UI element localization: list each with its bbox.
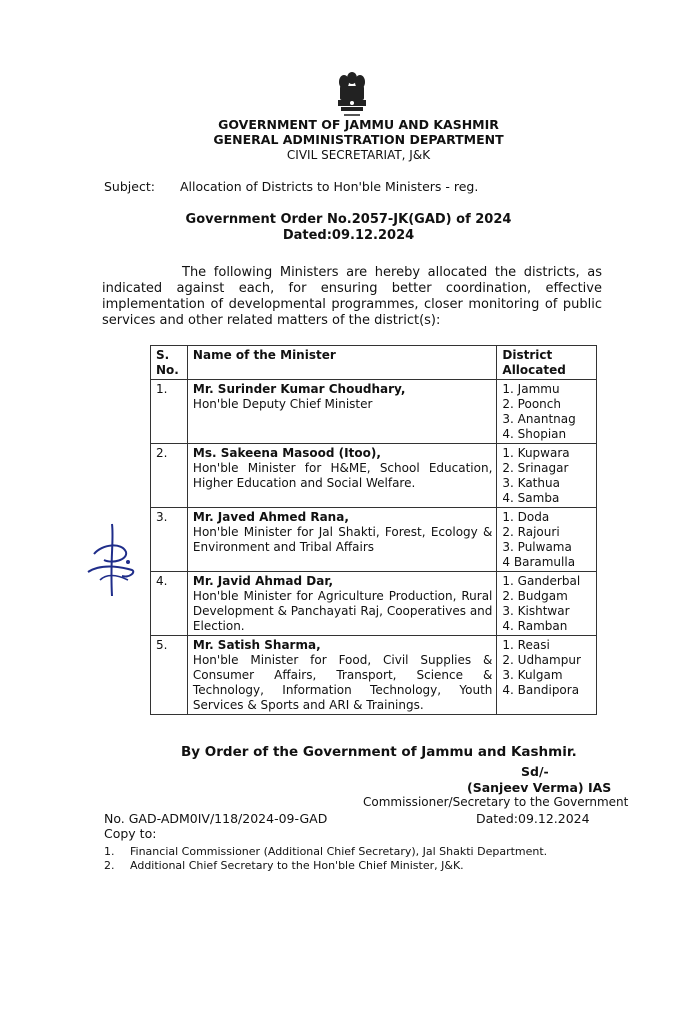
office-title: CIVIL SECRETARIAT, J&K bbox=[286, 148, 431, 162]
table-row bbox=[151, 444, 597, 508]
district-item: 4. Bandipora bbox=[502, 683, 580, 697]
table-row bbox=[151, 508, 597, 572]
copy-item-number: 2. bbox=[104, 859, 115, 872]
row-districts bbox=[497, 572, 597, 636]
minister-name: Mr. Surinder Kumar Choudhary, bbox=[192, 382, 406, 396]
header-minister: Name of the Minister bbox=[187, 346, 496, 380]
row-minister bbox=[187, 508, 496, 572]
minister-role: Hon'ble Minister for Jal Shakti, Forest, Ecology & Environment and Tribal Affairs bbox=[192, 525, 493, 554]
district-item: 1. Ganderbal bbox=[502, 574, 581, 588]
district-item: 2. Udhampur bbox=[502, 653, 581, 667]
minister-name: Ms. Sakeena Masood (Itoo), bbox=[192, 446, 381, 460]
table-row bbox=[151, 380, 597, 444]
copy-item bbox=[104, 845, 547, 858]
district-item: 4. Shopian bbox=[502, 427, 567, 441]
district-item: 1. Reasi bbox=[502, 638, 550, 652]
minister-name: Mr. Javid Ahmad Dar, bbox=[192, 574, 334, 588]
district-item: 3. Pulwama bbox=[502, 540, 572, 554]
row-districts bbox=[497, 636, 597, 715]
subject-label: Subject: bbox=[104, 179, 155, 194]
copy-item-text: Additional Chief Secretary to the Hon'ble Chief Minister, J&K. bbox=[130, 859, 464, 872]
row-minister bbox=[187, 380, 496, 444]
signed-mark: Sd/- bbox=[521, 764, 549, 779]
minister-role: Hon'ble Minister for H&ME, School Education, Higher Education and Social Welfare. bbox=[192, 461, 493, 490]
header-district: District Allocated bbox=[497, 346, 597, 380]
row-minister bbox=[187, 636, 496, 715]
minister-role: Hon'ble Deputy Chief Minister bbox=[192, 397, 373, 411]
district-item: 4. Samba bbox=[502, 491, 560, 505]
reference-number: No. GAD-ADM0IV/118/2024-09-GAD bbox=[104, 811, 328, 826]
row-districts bbox=[497, 444, 597, 508]
signatory-name: (Sanjeev Verma) IAS bbox=[467, 780, 612, 795]
allocation-table bbox=[150, 345, 597, 715]
row-sno: 5. bbox=[151, 636, 188, 715]
state-emblem-icon bbox=[334, 70, 370, 120]
row-sno: 1. bbox=[151, 380, 188, 444]
district-item: 3. Kulgam bbox=[502, 668, 563, 682]
district-item: 3. Anantnag bbox=[502, 412, 576, 426]
copy-item-text: Financial Commissioner (Additional Chief Secretary), Jal Shakti Department. bbox=[130, 845, 548, 858]
signatory-designation: Commissioner/Secretary to the Government bbox=[363, 795, 629, 809]
district-item: 3. Kathua bbox=[502, 476, 560, 490]
minister-name: Mr. Satish Sharma, bbox=[192, 638, 321, 652]
government-title: GOVERNMENT OF JAMMU AND KASHMIR bbox=[218, 117, 499, 132]
district-item: 2. Rajouri bbox=[502, 525, 560, 539]
order-number: Government Order No.2057-JK(GAD) of 2024 bbox=[185, 212, 512, 227]
table-header-row bbox=[151, 346, 597, 380]
minister-role: Hon'ble Minister for Agriculture Production, Rural Development & Panchayati Raj, Cooperatives and Election. bbox=[192, 589, 493, 633]
table-row bbox=[151, 572, 597, 636]
handwritten-signature bbox=[82, 520, 142, 600]
row-districts bbox=[497, 380, 597, 444]
district-item: 1. Jammu bbox=[502, 382, 560, 396]
district-item: 4. Ramban bbox=[502, 619, 568, 633]
district-item: 2. Budgam bbox=[502, 589, 568, 603]
reference-date: Dated:09.12.2024 bbox=[476, 811, 590, 826]
district-item: 1. Doda bbox=[502, 510, 550, 524]
row-districts bbox=[497, 508, 597, 572]
minister-role: Hon'ble Minister for Food, Civil Supplies & Consumer Affairs, Transport, Science & Technology, Information Technology, Youth Services & Sports and ARI & Trainings. bbox=[192, 653, 493, 712]
subject-text: Allocation of Districts to Hon'ble Ministers - reg. bbox=[180, 179, 479, 194]
district-item: 3. Kishtwar bbox=[502, 604, 570, 618]
row-sno: 4. bbox=[151, 572, 188, 636]
order-date: Dated:09.12.2024 bbox=[282, 228, 415, 243]
row-sno: 3. bbox=[151, 508, 188, 572]
department-title: GENERAL ADMINISTRATION DEPARTMENT bbox=[213, 132, 504, 147]
by-order-line: By Order of the Government of Jammu and Kashmir. bbox=[181, 744, 577, 760]
table-row bbox=[151, 636, 597, 715]
row-sno: 2. bbox=[151, 444, 188, 508]
minister-name: Mr. Javed Ahmed Rana, bbox=[192, 510, 349, 524]
row-minister bbox=[187, 444, 496, 508]
district-item: 1. Kupwara bbox=[502, 446, 570, 460]
header-sno: S. No. bbox=[151, 346, 188, 380]
copy-to-label: Copy to: bbox=[104, 826, 157, 841]
intro-paragraph: The following Ministers are hereby allocated the districts, as indicated against each, for ensuring better coordination, effective implementation of developmental programmes, closer monitoring of public services and other related matters of the district(s): bbox=[102, 265, 602, 328]
district-item: 2. Poonch bbox=[502, 397, 561, 411]
copy-item bbox=[104, 859, 464, 872]
copy-item-number: 1. bbox=[104, 845, 115, 858]
district-item: 4 Baramulla bbox=[502, 555, 576, 569]
row-minister bbox=[187, 572, 496, 636]
district-item: 2. Srinagar bbox=[502, 461, 569, 475]
